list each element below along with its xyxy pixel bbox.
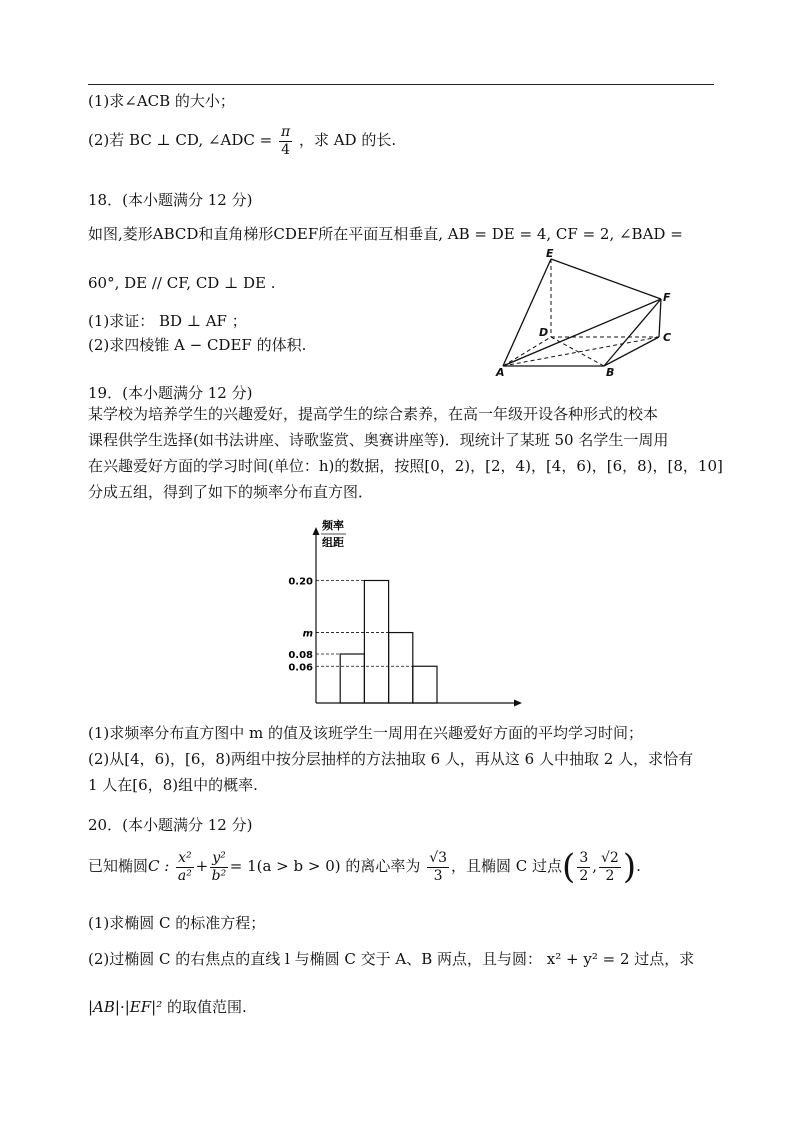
x-tick-label [429,715,445,716]
x-tick-label [361,715,369,716]
y-tick-label: 0.20 [288,576,313,588]
q20-ellipse-statement: 已知椭圆C : $\frac{\text{x²}}{\text{a²}}$ + $\frac{\text{y²}}{\text{b²}}$ = 1(a > b > 0) 的离心率为 $\frac{√3}{3}$ ，且椭圆 C 过点( $\frac{3}{2}$ , $\frac{√2}{2}$ ). [88,847,641,887]
y-tick-label: 0.06 [288,662,313,674]
q20-e-num: √3 [429,849,448,866]
q19-body-1: 某学校为培养学生的兴趣爱好，提高学生的综合素养，在高一年级开设各种形式的校本 [88,405,659,423]
q17-pi: π [280,123,291,140]
q17-part1: (1)求∠ACB 的大小； [88,92,235,110]
x-axis-title [469,715,505,716]
q20-curve-name: C : [148,857,170,875]
label-F: F [663,291,671,304]
q18-line2: 60°, DE // CF, CD ⊥ DE . [88,274,276,292]
q20-x2: x² [178,849,192,866]
y-axis-arrow [313,527,320,535]
edge-BF [604,299,661,366]
x-tick-label [336,715,344,716]
q20-title: 20．(本小题满分 12 分) [88,816,253,834]
q20-y-term [210,850,228,885]
q18-title: 18．(本小题满分 12 分) [88,191,253,209]
q19-part1: (1)求频率分布直方图中 m 的值及该班学生一周用在兴趣爱好方面的平均学习时间； [88,724,644,742]
q20-part1: (1)求椭圆 C 的标准方程； [88,914,266,932]
q20-x-term [176,850,194,885]
q19-body-3: 在兴趣爱好方面的学习时间(单位：h)的数据，按照[0，2)，[2，4)，[4，6)，[6，8)，[8，10] [88,457,723,475]
q20-part2a: (2)过椭圆 C 的右焦点的直线 l 与椭圆 C 交于 A、B 两点，且与圆： x² + y² = 2 过点，求 [88,950,695,968]
q18-part1: (1)求证： BD ⊥ AF ； [88,312,247,330]
histogram-bar [413,666,437,703]
q20-part2b [88,997,247,1017]
q20-mid2: ，且椭圆 C 过点 [451,857,563,875]
edge-FC [659,299,661,337]
x-tick-label [312,715,320,716]
q17-angle-fraction [279,124,292,159]
q20-e-den: 3 [433,867,443,884]
q20-expression: |AB|·|EF|² [88,998,163,1016]
histogram-bar [364,581,388,704]
edge-EF [551,259,661,299]
q20-left-paren: ( [562,847,576,887]
q17-part2-prefix: (2)若 BC ⊥ CD, ∠ADC = [88,131,273,149]
edge-DB [551,337,604,366]
q20-pt1-den: 2 [579,867,589,884]
q20-eq-rest: = 1(a > b > 0) [229,857,341,875]
label-C: C [663,331,672,344]
q20-mid: 的离心率为 [345,857,421,875]
q20-eccentricity [427,850,449,885]
edge-AC [503,337,659,366]
q19-body-2: 课程供学生选择(如书法讲座、诗歌鉴赏、奥赛讲座等)．现统计了某班 50 名学生一周用 [88,431,669,449]
q20-end: . [636,857,641,875]
y-axis-title-bottom: 组距 [322,536,344,549]
edge-BC [604,337,659,366]
q20-point-x [577,850,590,885]
q20-pt2-den: 2 [605,867,615,884]
q18-line1: 如图,菱形ABCD和直角梯形CDEF所在平面互相垂直, AB = DE = 4, CF = 2, ∠BAD = [88,225,683,243]
label-B: B [606,366,615,378]
q20-y2: y² [212,849,226,866]
x-axis-arrow [514,700,522,707]
q17-four: 4 [281,141,291,158]
q20-right-paren: ) [622,847,637,887]
q19-part2a: (2)从[4，6)，[6，8)两组中按分层抽样的方法抽取 6 人，再从这 6 人中抽取 2 人，求恰有 [88,750,694,768]
q20-point-y [599,850,621,885]
q20-pt2-num: √2 [601,849,619,866]
x-tick-label [409,715,417,716]
q20-pt1-num: 3 [579,849,589,866]
q20-intro: 已知椭圆 [88,857,149,875]
q20-part2b-rest: 的取值范围. [167,998,247,1016]
histogram-bar [340,654,364,703]
label-A: A [496,366,505,378]
histogram-bar [389,633,413,703]
solid-figure [490,246,680,378]
q19-body-4: 分成五组，得到了如下的频率分布直方图． [88,483,374,501]
x-tick-label [385,715,393,716]
top-rule [88,84,714,85]
q20-a2: a² [177,867,192,884]
q17-part2-suffix: ，求 AD 的长. [298,131,397,149]
q19-part2b: 1 人在[6，8)组中的概率. [88,776,258,794]
edge-AF [503,299,661,366]
label-D: D [539,326,549,339]
q19-title: 19．(本小题满分 12 分) [88,384,253,402]
y-tick-label: m [302,628,313,640]
q18-part2: (2)求四棱锥 A − CDEF 的体积. [88,336,307,354]
y-axis-title-top: 频率 [322,519,344,532]
y-tick-label: 0.08 [288,650,313,661]
q17-part2 [88,122,396,159]
q20-b2: b² [211,867,227,884]
label-E: E [546,247,554,260]
edge-AE [503,259,551,366]
frequency-histogram [280,508,540,716]
